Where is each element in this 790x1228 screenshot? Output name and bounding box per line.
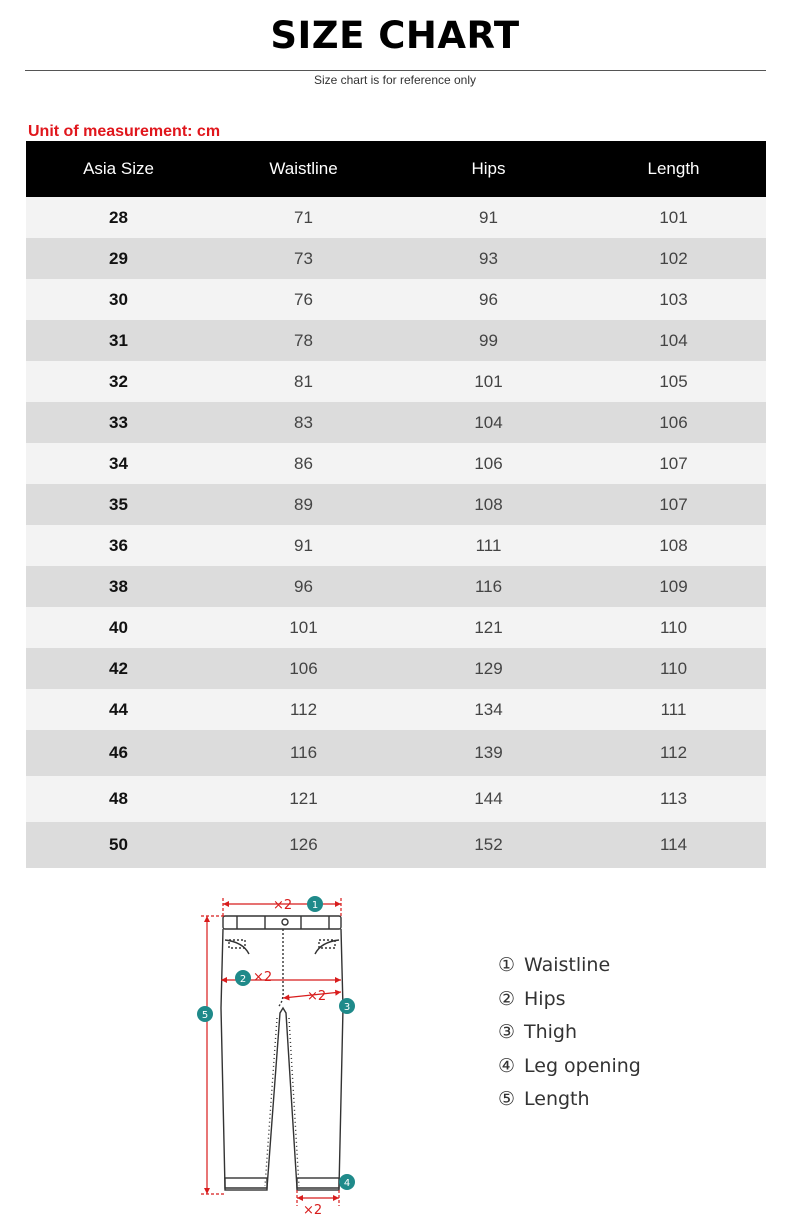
- cell-length: 108: [581, 525, 766, 566]
- cell-length: 109: [581, 566, 766, 607]
- marker-thigh: [339, 998, 355, 1014]
- cell-length: 110: [581, 607, 766, 648]
- svg-text:5: 5: [201, 1010, 209, 1021]
- table-row: [26, 525, 766, 566]
- cell-waistline: 116: [211, 730, 396, 776]
- title-divider: [25, 70, 766, 71]
- thigh-multiplier: ×2: [307, 989, 327, 1004]
- cell-length: 113: [581, 776, 766, 822]
- cell-asia-size: 48: [26, 776, 211, 822]
- unit-label: Unit of measurement: cm: [28, 123, 221, 140]
- legend-number: ②: [498, 987, 516, 1010]
- cell-asia-size: 28: [26, 197, 211, 238]
- table-row: [26, 238, 766, 279]
- cell-waistline: 76: [211, 279, 396, 320]
- cell-length: 107: [581, 443, 766, 484]
- cell-hips: 144: [396, 776, 581, 822]
- cell-length: 106: [581, 402, 766, 443]
- cell-waistline: 106: [211, 648, 396, 689]
- marker-leg-opening: [339, 1174, 355, 1190]
- legend-item: [498, 1055, 641, 1089]
- page-title: SIZE CHART: [270, 14, 520, 57]
- table-row: [26, 822, 766, 868]
- cell-waistline: 81: [211, 361, 396, 402]
- cell-waistline: 73: [211, 238, 396, 279]
- legend-number: ③: [498, 1021, 516, 1043]
- table-row: [26, 566, 766, 607]
- cell-asia-size: 34: [26, 443, 211, 484]
- cell-waistline: 96: [211, 566, 396, 607]
- table-row: [26, 197, 766, 238]
- size-table: [26, 141, 766, 868]
- cell-waistline: 71: [211, 197, 396, 238]
- cell-length: 114: [581, 822, 766, 868]
- cell-length: 104: [581, 320, 766, 361]
- table-row: [26, 443, 766, 484]
- cell-waistline: 89: [211, 484, 396, 525]
- cell-hips: 108: [396, 484, 581, 525]
- cell-asia-size: 29: [26, 238, 211, 279]
- cell-length: 110: [581, 648, 766, 689]
- pants-outline: [221, 916, 343, 1190]
- table-row: [26, 607, 766, 648]
- cell-asia-size: 50: [26, 822, 211, 868]
- cell-asia-size: 32: [26, 361, 211, 402]
- cell-hips: 106: [396, 443, 581, 484]
- table-row: [26, 279, 766, 320]
- measurement-legend: [498, 954, 641, 1122]
- cell-asia-size: 46: [26, 730, 211, 776]
- cell-hips: 152: [396, 822, 581, 868]
- cell-waistline: 78: [211, 320, 396, 361]
- cell-asia-size: 42: [26, 648, 211, 689]
- cell-hips: 93: [396, 238, 581, 279]
- table-row: [26, 689, 766, 730]
- header-waistline: Waistline: [211, 141, 396, 197]
- cell-asia-size: 36: [26, 525, 211, 566]
- table-row: [26, 402, 766, 443]
- cell-asia-size: 31: [26, 320, 211, 361]
- cell-waistline: 101: [211, 607, 396, 648]
- marker-length: [197, 1006, 213, 1022]
- svg-text:2: 2: [239, 974, 247, 985]
- pants-diagram: [185, 888, 375, 1218]
- cell-asia-size: 40: [26, 607, 211, 648]
- svg-text:3: 3: [343, 1002, 351, 1013]
- cell-length: 103: [581, 279, 766, 320]
- cell-length: 111: [581, 689, 766, 730]
- legend-item: [498, 988, 641, 1022]
- cell-hips: 134: [396, 689, 581, 730]
- legend-label: Hips: [524, 987, 566, 1010]
- cell-length: 107: [581, 484, 766, 525]
- cell-length: 102: [581, 238, 766, 279]
- table-row: [26, 730, 766, 776]
- cell-waistline: 126: [211, 822, 396, 868]
- cell-asia-size: 33: [26, 402, 211, 443]
- reference-note: Size chart is for reference only: [313, 73, 477, 87]
- table-row: [26, 320, 766, 361]
- legend-item: [498, 1088, 641, 1122]
- svg-text:4: 4: [343, 1178, 351, 1189]
- cell-asia-size: 30: [26, 279, 211, 320]
- legend-item: [498, 954, 641, 988]
- cell-length: 101: [581, 197, 766, 238]
- hips-multiplier: ×2: [253, 970, 273, 985]
- table-header-row: [26, 141, 766, 197]
- table-row: [26, 484, 766, 525]
- cell-hips: 91: [396, 197, 581, 238]
- legend-label: Leg opening: [524, 1054, 641, 1077]
- header-asia-size: Asia Size: [26, 141, 211, 197]
- legend-number: ⑤: [498, 1088, 516, 1110]
- legend-number: ①: [498, 954, 516, 976]
- table-row: [26, 648, 766, 689]
- marker-waistline: [307, 896, 323, 912]
- legend-label: Thigh: [524, 1021, 578, 1043]
- legend-item: [498, 1021, 641, 1055]
- svg-text:1: 1: [311, 900, 319, 911]
- cell-waistline: 86: [211, 443, 396, 484]
- cell-hips: 129: [396, 648, 581, 689]
- cell-hips: 121: [396, 607, 581, 648]
- legend-label: Waistline: [524, 954, 611, 976]
- cell-hips: 111: [396, 525, 581, 566]
- cell-waistline: 121: [211, 776, 396, 822]
- cell-hips: 116: [396, 566, 581, 607]
- cell-hips: 101: [396, 361, 581, 402]
- cell-hips: 104: [396, 402, 581, 443]
- cell-asia-size: 35: [26, 484, 211, 525]
- header-hips: Hips: [396, 141, 581, 197]
- header-length: Length: [581, 141, 766, 197]
- cell-length: 112: [581, 730, 766, 776]
- table-row: [26, 776, 766, 822]
- cell-waistline: 112: [211, 689, 396, 730]
- waist-multiplier: ×2: [273, 898, 293, 913]
- cell-hips: 139: [396, 730, 581, 776]
- cell-asia-size: 38: [26, 566, 211, 607]
- cell-waistline: 83: [211, 402, 396, 443]
- legend-label: Length: [524, 1088, 590, 1110]
- cell-waistline: 91: [211, 525, 396, 566]
- cell-length: 105: [581, 361, 766, 402]
- legend-number: ④: [498, 1054, 516, 1077]
- cell-asia-size: 44: [26, 689, 211, 730]
- table-row: [26, 361, 766, 402]
- marker-hips: [235, 970, 251, 986]
- cell-hips: 96: [396, 279, 581, 320]
- leg-opening-multiplier: ×2: [303, 1203, 323, 1218]
- cell-hips: 99: [396, 320, 581, 361]
